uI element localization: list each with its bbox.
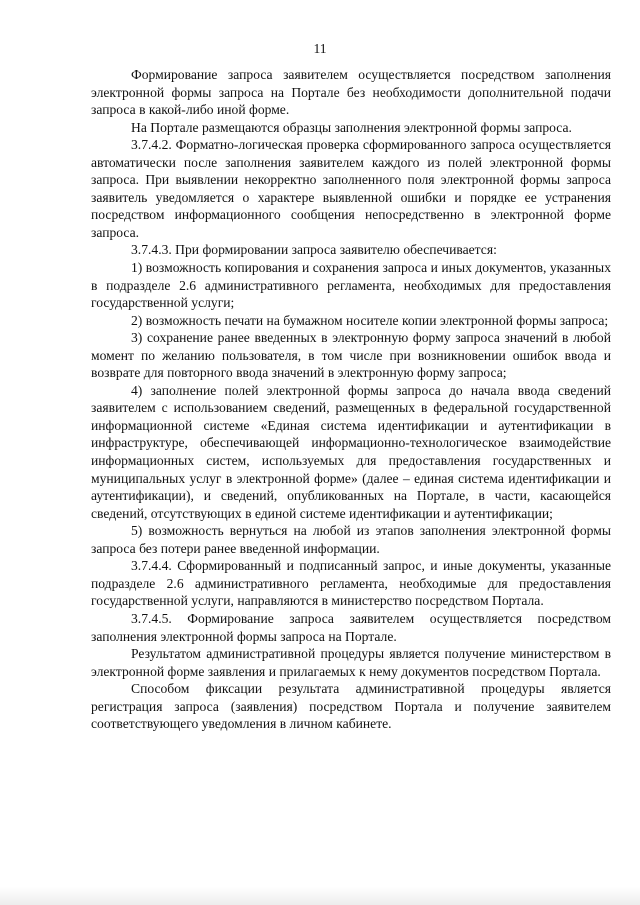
paragraph-fixation: Способом фиксации результата административной процедуры является регистрация запроса (заявления) посредством Портала и получение заявителем соответствующего уведомления в личном кабинете. — [91, 681, 611, 732]
paragraph-result: Результатом административной процедуры является получение министерством в электронной форме заявления и прилагаемых к нему документов посредством Портала. — [91, 646, 611, 679]
list-item-4: 4) заполнение полей электронной формы запроса до начала ввода сведений заявителем с использованием сведений, размещенных в федеральной государственной информационной системе «Единая система идентификации и аутентификации в инфраструктуре, обеспечивающей информационно-технологическое взаимодействие информационных систем, используемых для предоставления государственных и муниципальных услуг в электронной форме» (далее – единая система идентификации и аутентификации), и сведений, опубликованных на Портале, в части, касающейся сведений, отсутствующих в единой системе идентификации и аутентификации; — [91, 382, 611, 521]
page-number: 11 — [313, 41, 327, 56]
paragraph-request-formation: Формирование запроса заявителем осуществляется посредством заполнения электронной формы запроса на Портале без необходимости дополнительной подачи запроса в какой-либо иной форме. — [91, 67, 611, 118]
paragraph-3-7-4-2: 3.7.4.2. Форматно-логическая проверка сформированного запроса осуществляется автоматически после заполнения заявителем каждого из полей электронной формы запроса. При выявлении некорректно заполненного поля электронной формы запроса заявитель уведомляется о характере выявленной ошибки и порядке ее устранения посредством информационного сообщения непосредственно в электронной форме запроса. — [91, 137, 611, 240]
paragraph-3-7-4-4: 3.7.4.4. Сформированный и подписанный запрос, и иные документы, указанные подразделе 2.6 административного регламента, необходимые для предоставления государственной услуги, направляются в министерство посредством Портала. — [91, 558, 611, 609]
document-body — [91, 66, 611, 733]
scan-bottom-edge — [0, 887, 640, 905]
list-item-2: 2) возможность печати на бумажном носителе копии электронной формы запроса; — [131, 312, 609, 328]
list-item-1: 1) возможность копирования и сохранения запроса и иных документов, указанных в подразделе 2.6 административного регламента, необходимых для предоставления государственной услуги; — [91, 260, 611, 311]
paragraph-3-7-4-5: 3.7.4.5. Формирование запроса заявителем осуществляется посредством заполнения электронной формы запроса на Портале. — [91, 610, 611, 644]
list-item-3: 3) сохранение ранее введенных в электронную форму запроса значений в любой момент по желанию пользователя, в том числе при возникновении ошибок ввода и возврате для повторного ввода значений в электронную форму запроса; — [91, 330, 611, 381]
list-item-5: 5) возможность вернуться на любой из этапов заполнения электронной формы запроса без потери ранее введенной информации. — [91, 523, 611, 556]
paragraph-3-7-4-3: 3.7.4.3. При формировании запроса заявителю обеспечивается: — [131, 242, 497, 258]
paragraph-sample-forms: На Портале размещаются образцы заполнения электронной формы запроса. — [131, 119, 572, 135]
